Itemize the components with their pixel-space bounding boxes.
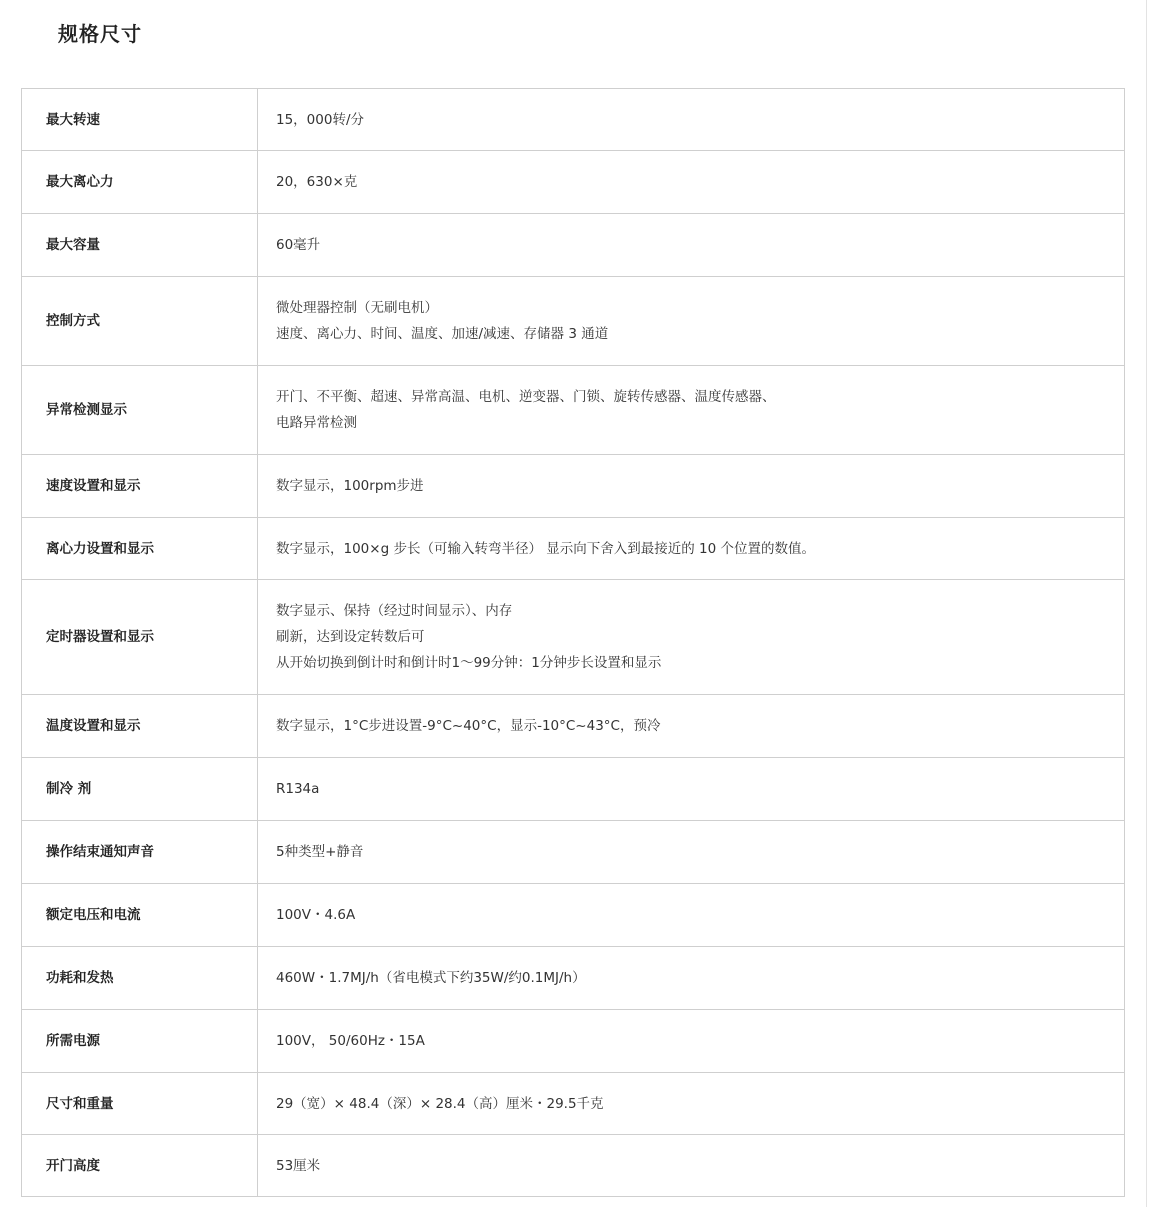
spec-label: 温度设置和显示 — [22, 695, 258, 758]
spec-label: 异常检测显示 — [22, 366, 258, 455]
spec-value-line: 20，630×克 — [276, 174, 358, 190]
spec-row — [22, 151, 1125, 214]
spec-row — [22, 277, 1125, 366]
spec-value-line: 开门、不平衡、超速、异常高温、电机、逆变器、门锁、旋转传感器、温度传感器、 — [276, 389, 776, 405]
spec-value — [258, 580, 1125, 695]
spec-table — [21, 88, 1125, 1197]
spec-row — [22, 214, 1125, 277]
spec-value-line: 从开始切换到倒计时和倒计时1～99分钟：1分钟步长设置和显示 — [276, 655, 662, 671]
spec-value-line: 电路异常检测 — [276, 415, 357, 431]
spec-label: 操作结束通知声音 — [22, 821, 258, 884]
spec-row — [22, 89, 1125, 151]
spec-value — [258, 214, 1125, 277]
spec-value-line: 数字显示，100rpm步进 — [276, 478, 424, 494]
spec-row — [22, 1010, 1125, 1073]
spec-row — [22, 1135, 1125, 1197]
spec-value — [258, 821, 1125, 884]
spec-value-line: 100V・4.6A — [276, 907, 356, 923]
spec-label: 定时器设置和显示 — [22, 580, 258, 695]
page-right-border — [1146, 0, 1147, 1207]
spec-label: 功耗和发热 — [22, 947, 258, 1010]
spec-value-line: 数字显示，1°C步进设置-9°C~40°C，显示-10°C~43°C，预冷 — [276, 718, 661, 734]
spec-row — [22, 1073, 1125, 1135]
spec-value-line: 60毫升 — [276, 237, 321, 253]
spec-value — [258, 1073, 1125, 1135]
spec-value — [258, 947, 1125, 1010]
spec-value — [258, 1135, 1125, 1197]
spec-value-line: 速度、离心力、时间、温度、加速/减速、存储器 3 通道 — [276, 326, 609, 342]
spec-value-line: 刷新，达到设定转数后可 — [276, 629, 425, 645]
spec-value-line: 29（宽）× 48.4（深）× 28.4（高）厘米・29.5千克 — [276, 1095, 604, 1112]
spec-label: 速度设置和显示 — [22, 455, 258, 518]
spec-value — [258, 455, 1125, 518]
spec-table-body — [22, 89, 1125, 1197]
spec-row — [22, 518, 1125, 580]
spec-label: 控制方式 — [22, 277, 258, 366]
spec-value — [258, 758, 1125, 821]
spec-value — [258, 366, 1125, 455]
spec-row — [22, 884, 1125, 947]
spec-value-line: R134a — [276, 781, 320, 797]
spec-row — [22, 758, 1125, 821]
spec-value — [258, 89, 1125, 151]
spec-label: 额定电压和电流 — [22, 884, 258, 947]
spec-row — [22, 455, 1125, 518]
spec-value — [258, 1010, 1125, 1073]
spec-label: 制冷 剂 — [22, 758, 258, 821]
spec-value — [258, 695, 1125, 758]
spec-label: 最大离心力 — [22, 151, 258, 214]
spec-value — [258, 518, 1125, 580]
page-title: 规格尺寸 — [58, 22, 142, 46]
spec-value — [258, 277, 1125, 366]
spec-label: 最大容量 — [22, 214, 258, 277]
spec-label: 离心力设置和显示 — [22, 518, 258, 580]
spec-value-line: 数字显示、保持（经过时间显示）、内存 — [276, 603, 513, 619]
spec-value-line: 微处理器控制（无刷电机） — [276, 300, 438, 316]
spec-value-line: 100V， 50/60Hz・15A — [276, 1033, 425, 1049]
spec-row — [22, 947, 1125, 1010]
spec-value-line: 5种类型+静音 — [276, 844, 364, 860]
spec-row — [22, 821, 1125, 884]
spec-value-line: 53厘米 — [276, 1157, 321, 1174]
spec-label: 最大转速 — [22, 89, 258, 151]
spec-value-line: 15，000转/分 — [276, 111, 364, 128]
spec-label: 开门高度 — [22, 1135, 258, 1197]
spec-value-line: 数字显示，100×g 步长（可输入转弯半径） 显示向下舍入到最接近的 10 个位置的数值。 — [276, 540, 815, 557]
spec-row — [22, 366, 1125, 455]
spec-value-line: 460W・1.7MJ/h（省电模式下约35W/约0.1MJ/h） — [276, 970, 586, 986]
spec-row — [22, 695, 1125, 758]
spec-row — [22, 580, 1125, 695]
spec-value — [258, 884, 1125, 947]
spec-value — [258, 151, 1125, 214]
spec-label: 尺寸和重量 — [22, 1073, 258, 1135]
spec-label: 所需电源 — [22, 1010, 258, 1073]
